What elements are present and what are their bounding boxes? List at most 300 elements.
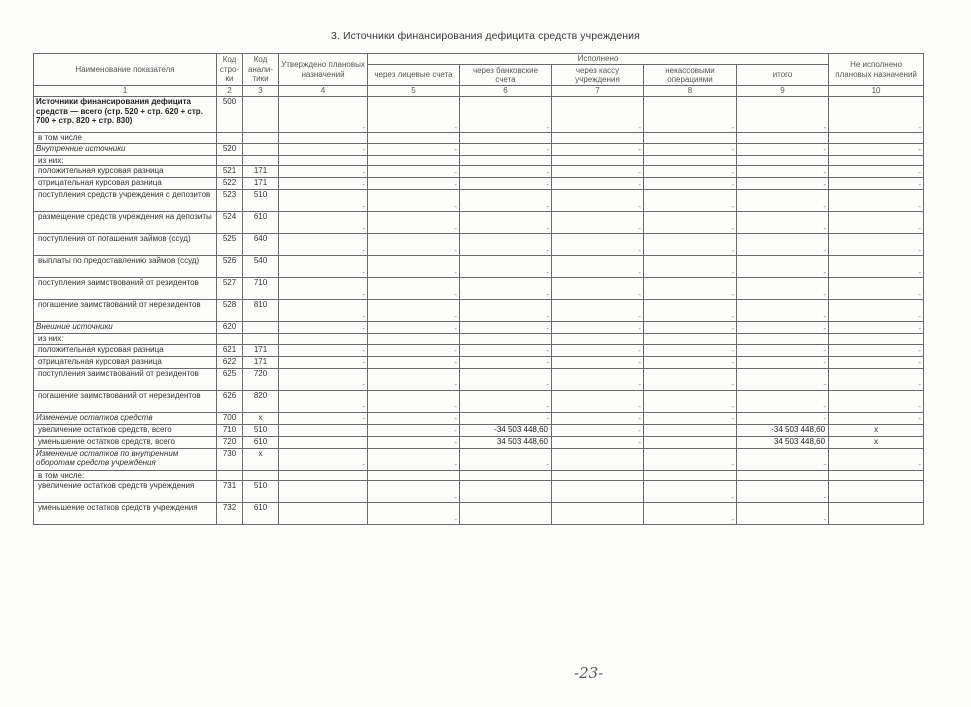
row-value: -	[279, 322, 368, 334]
row-code	[217, 470, 243, 481]
table-row	[34, 300, 924, 322]
row-analytics-code: 710	[243, 278, 279, 300]
row-value	[279, 133, 368, 144]
row-value: -	[737, 368, 829, 390]
row-value: 34 503 448,60	[737, 436, 829, 448]
row-value: -	[829, 166, 924, 178]
row-value: -	[737, 234, 829, 256]
row-value: -	[552, 97, 644, 133]
row-value: -	[460, 448, 552, 470]
table-row	[34, 155, 924, 166]
row-value: -	[460, 234, 552, 256]
row-value: -	[460, 344, 552, 356]
row-value: -	[737, 256, 829, 278]
row-value	[552, 470, 644, 481]
row-value: -	[644, 448, 737, 470]
row-value	[460, 155, 552, 166]
row-value: -	[279, 300, 368, 322]
column-number-row	[34, 86, 924, 97]
row-value: -	[644, 278, 737, 300]
row-value: -	[460, 368, 552, 390]
row-name: из них:	[34, 155, 217, 166]
row-value: -	[644, 234, 737, 256]
row-value: -	[368, 143, 460, 155]
row-code: 626	[217, 390, 243, 412]
row-value: -	[829, 278, 924, 300]
row-value: -	[829, 97, 924, 133]
table-row	[34, 503, 924, 525]
row-value: -	[279, 166, 368, 178]
header-total: итого	[737, 65, 829, 86]
row-value: -	[279, 278, 368, 300]
row-value: -	[460, 212, 552, 234]
row-code: 731	[217, 481, 243, 503]
row-value: -	[552, 143, 644, 155]
row-value: -	[368, 424, 460, 436]
row-value: -	[829, 390, 924, 412]
row-value: -	[279, 234, 368, 256]
header-name: Наименование показателя	[34, 54, 217, 86]
row-value	[279, 155, 368, 166]
row-value: -	[368, 212, 460, 234]
row-analytics-code: 510	[243, 190, 279, 212]
column-number: 10	[829, 86, 924, 97]
row-value	[829, 503, 924, 525]
row-value: -	[644, 481, 737, 503]
row-code: 528	[217, 300, 243, 322]
row-analytics-code: 171	[243, 356, 279, 368]
row-value	[829, 481, 924, 503]
table-row	[34, 344, 924, 356]
table-row	[34, 368, 924, 390]
row-value: -	[368, 390, 460, 412]
row-value: -	[737, 481, 829, 503]
row-value: -	[368, 256, 460, 278]
row-analytics-code	[243, 470, 279, 481]
row-analytics-code: 171	[243, 166, 279, 178]
row-value: -	[644, 390, 737, 412]
table-row	[34, 234, 924, 256]
row-code: 625	[217, 368, 243, 390]
row-name: погашение заимствований от нерезидентов	[34, 390, 217, 412]
table-row	[34, 334, 924, 345]
row-value: -	[368, 190, 460, 212]
row-name: поступления заимствований от резидентов	[34, 278, 217, 300]
financing-sources-table	[33, 53, 924, 525]
column-number: 5	[368, 86, 460, 97]
row-code: 521	[217, 166, 243, 178]
row-code: 524	[217, 212, 243, 234]
row-value: -	[368, 481, 460, 503]
row-value	[368, 155, 460, 166]
header-via-bank: через банковские счета	[460, 65, 552, 86]
row-value	[279, 481, 368, 503]
row-value: -	[644, 212, 737, 234]
row-value	[829, 334, 924, 345]
row-value: -	[829, 368, 924, 390]
row-value: -	[552, 356, 644, 368]
row-value	[552, 481, 644, 503]
row-name: увеличение остатков средств, всего	[34, 424, 217, 436]
row-value	[644, 155, 737, 166]
row-value: -	[737, 166, 829, 178]
row-value: -	[368, 448, 460, 470]
row-value: -	[737, 97, 829, 133]
row-value	[552, 155, 644, 166]
row-value: -	[737, 322, 829, 334]
row-value: -	[368, 178, 460, 190]
table-row	[34, 424, 924, 436]
table-row	[34, 97, 924, 133]
row-analytics-code: 720	[243, 368, 279, 390]
row-value: -	[552, 436, 644, 448]
row-value	[644, 133, 737, 144]
row-value: -	[552, 344, 644, 356]
row-value: -	[368, 356, 460, 368]
row-analytics-code: 610	[243, 503, 279, 525]
row-value: -	[644, 322, 737, 334]
table-row	[34, 356, 924, 368]
row-code	[217, 334, 243, 345]
row-value: -	[460, 356, 552, 368]
row-value: -	[829, 143, 924, 155]
column-number: 2	[217, 86, 243, 97]
header-not-executed: Не исполнено плановых назначений	[829, 54, 924, 86]
row-analytics-code	[243, 334, 279, 345]
row-value: -	[368, 436, 460, 448]
row-value: х	[829, 424, 924, 436]
row-value: -	[460, 166, 552, 178]
row-name: поступления от погашения займов (ссуд)	[34, 234, 217, 256]
row-value: -34 503 448,60	[460, 424, 552, 436]
header-approved: Утверждено плановых назначений	[279, 54, 368, 86]
table-row	[34, 481, 924, 503]
row-value: -	[368, 300, 460, 322]
row-value: -	[552, 390, 644, 412]
row-value	[737, 133, 829, 144]
row-analytics-code: 510	[243, 424, 279, 436]
row-code: 732	[217, 503, 243, 525]
column-number: 7	[552, 86, 644, 97]
row-value	[552, 448, 644, 470]
row-value: -	[460, 143, 552, 155]
row-value	[279, 503, 368, 525]
row-value: -	[552, 424, 644, 436]
table-row	[34, 322, 924, 334]
row-code	[217, 155, 243, 166]
row-value	[279, 334, 368, 345]
row-value: -	[552, 300, 644, 322]
row-value: -	[460, 256, 552, 278]
row-value: -	[552, 368, 644, 390]
row-value: -	[279, 344, 368, 356]
row-value: -	[279, 212, 368, 234]
row-code: 720	[217, 436, 243, 448]
row-value	[552, 133, 644, 144]
financing-sources-table-wrapper	[33, 53, 924, 525]
row-value: -	[279, 448, 368, 470]
row-value	[829, 470, 924, 481]
row-name: поступления заимствований от резидентов	[34, 368, 217, 390]
row-name: отрицательная курсовая разница	[34, 356, 217, 368]
header-code-line: Код стро-ки	[217, 54, 243, 86]
row-name: поступления средств учреждения с депозитов	[34, 190, 217, 212]
row-value: -	[368, 344, 460, 356]
row-analytics-code: 610	[243, 212, 279, 234]
row-value: -	[644, 300, 737, 322]
column-number: 4	[279, 86, 368, 97]
row-code: 525	[217, 234, 243, 256]
row-name: погашение заимствований от нерезидентов	[34, 300, 217, 322]
table-row	[34, 470, 924, 481]
table-row	[34, 436, 924, 448]
row-value: -	[460, 190, 552, 212]
row-value: -	[644, 356, 737, 368]
row-name: отрицательная курсовая разница	[34, 178, 217, 190]
column-number: 9	[737, 86, 829, 97]
column-number: 6	[460, 86, 552, 97]
row-value: -	[737, 178, 829, 190]
row-value: -	[829, 448, 924, 470]
row-value: -	[644, 503, 737, 525]
row-name: выплаты по предоставлению займов (ссуд)	[34, 256, 217, 278]
row-value: -	[552, 412, 644, 424]
row-analytics-code: 540	[243, 256, 279, 278]
row-value: -	[368, 166, 460, 178]
row-analytics-code: х	[243, 448, 279, 470]
row-value	[368, 334, 460, 345]
row-name: Изменение остатков средств	[34, 412, 217, 424]
row-code: 700	[217, 412, 243, 424]
row-analytics-code: 640	[243, 234, 279, 256]
row-code: 622	[217, 356, 243, 368]
row-name: уменьшение остатков средств, всего	[34, 436, 217, 448]
row-value: -	[552, 166, 644, 178]
column-number: 8	[644, 86, 737, 97]
row-value: -	[829, 256, 924, 278]
row-name: Внутренние источники	[34, 143, 217, 155]
row-analytics-code	[243, 143, 279, 155]
row-value: -	[279, 178, 368, 190]
row-value: -	[644, 190, 737, 212]
row-code: 523	[217, 190, 243, 212]
table-row	[34, 256, 924, 278]
row-value: -	[460, 390, 552, 412]
row-value: -	[737, 190, 829, 212]
row-analytics-code	[243, 322, 279, 334]
row-value: -	[829, 412, 924, 424]
row-value: -	[368, 234, 460, 256]
row-value: -	[737, 278, 829, 300]
table-row	[34, 178, 924, 190]
row-value	[368, 133, 460, 144]
row-value: -	[460, 278, 552, 300]
row-value	[460, 334, 552, 345]
row-value: -	[829, 344, 924, 356]
row-analytics-code	[243, 97, 279, 133]
row-name: Изменение остатков по внутренним оборотам средств учреждения	[34, 448, 217, 470]
row-name: в том числе:	[34, 470, 217, 481]
row-value	[279, 436, 368, 448]
row-value: -	[644, 178, 737, 190]
row-analytics-code: 171	[243, 344, 279, 356]
page-number: -23-	[574, 664, 604, 682]
row-name: уменьшение остатков средств учреждения	[34, 503, 217, 525]
row-code: 527	[217, 278, 243, 300]
row-analytics-code: 510	[243, 481, 279, 503]
row-value: -	[829, 212, 924, 234]
row-value: -	[279, 412, 368, 424]
row-value: -	[737, 356, 829, 368]
table-row	[34, 448, 924, 470]
row-value: -	[737, 344, 829, 356]
row-value: -	[279, 256, 368, 278]
column-number: 1	[34, 86, 217, 97]
row-value	[460, 470, 552, 481]
row-value: -	[460, 300, 552, 322]
row-name: положительная курсовая разница	[34, 166, 217, 178]
row-value: -	[829, 178, 924, 190]
row-value: -	[829, 234, 924, 256]
row-name: из них:	[34, 334, 217, 345]
row-analytics-code: 610	[243, 436, 279, 448]
row-value: -	[552, 278, 644, 300]
page-title: 3. Источники финансирования дефицита средств учреждения	[331, 30, 640, 42]
row-value: -	[460, 322, 552, 334]
row-name: увеличение остатков средств учреждения	[34, 481, 217, 503]
row-value: -	[279, 356, 368, 368]
row-value: -	[279, 143, 368, 155]
row-value: -	[279, 97, 368, 133]
row-name: в том числе	[34, 133, 217, 144]
row-value: -	[368, 97, 460, 133]
row-value: -	[829, 300, 924, 322]
row-analytics-code: 820	[243, 390, 279, 412]
row-value: -	[829, 356, 924, 368]
row-value: -	[737, 300, 829, 322]
table-row	[34, 212, 924, 234]
row-value	[552, 503, 644, 525]
row-analytics-code: 171	[243, 178, 279, 190]
table-row	[34, 412, 924, 424]
row-value: -	[279, 368, 368, 390]
row-value: -	[460, 412, 552, 424]
row-value	[737, 470, 829, 481]
row-analytics-code	[243, 155, 279, 166]
row-value: -	[644, 143, 737, 155]
row-value: -	[737, 412, 829, 424]
row-value	[737, 334, 829, 345]
row-value	[644, 424, 737, 436]
row-value	[552, 334, 644, 345]
row-value	[644, 436, 737, 448]
row-code: 526	[217, 256, 243, 278]
row-code	[217, 133, 243, 144]
row-name: Внешние источники	[34, 322, 217, 334]
row-value: -	[644, 97, 737, 133]
row-value: -	[460, 178, 552, 190]
row-value: -	[737, 448, 829, 470]
row-value: -	[368, 368, 460, 390]
row-value: -	[552, 256, 644, 278]
table-row	[34, 166, 924, 178]
header-via-cash: через кассу учреждения	[552, 65, 644, 86]
row-code: 621	[217, 344, 243, 356]
row-value: -	[737, 390, 829, 412]
row-value: х	[829, 436, 924, 448]
header-via-accounts: через лицевые счета	[368, 65, 460, 86]
row-value	[460, 481, 552, 503]
table-row	[34, 143, 924, 155]
row-value	[829, 133, 924, 144]
row-value: -	[368, 278, 460, 300]
row-value: -	[368, 412, 460, 424]
row-value: -	[279, 390, 368, 412]
row-value: -	[829, 322, 924, 334]
row-value: -	[368, 503, 460, 525]
row-value	[368, 470, 460, 481]
table-row	[34, 133, 924, 144]
row-value: -	[368, 322, 460, 334]
row-value	[644, 334, 737, 345]
row-value: -	[279, 190, 368, 212]
row-analytics-code: х	[243, 412, 279, 424]
row-value: -	[829, 190, 924, 212]
header-code-analytics: Код анали-тики	[243, 54, 279, 86]
row-value: -	[737, 212, 829, 234]
row-value: -	[644, 368, 737, 390]
row-value: -	[737, 503, 829, 525]
row-value: -	[552, 212, 644, 234]
row-value: -	[737, 143, 829, 155]
row-value	[460, 503, 552, 525]
row-value	[644, 470, 737, 481]
row-value: -	[460, 97, 552, 133]
row-code: 620	[217, 322, 243, 334]
table-row	[34, 278, 924, 300]
row-name: Источники финансирования дефицита средств — всего (стр. 520 + стр. 620 + стр. 700 + стр. 820 + стр. 830)	[34, 97, 217, 133]
row-value	[829, 155, 924, 166]
row-value: -	[552, 178, 644, 190]
row-value: -	[644, 166, 737, 178]
row-value	[279, 470, 368, 481]
row-analytics-code	[243, 133, 279, 144]
column-number: 3	[243, 86, 279, 97]
row-value	[737, 155, 829, 166]
row-value: -	[552, 190, 644, 212]
row-value: 34 503 448,60	[460, 436, 552, 448]
table-row	[34, 190, 924, 212]
header-executed: Исполнено	[368, 54, 829, 65]
row-value: -	[644, 344, 737, 356]
row-code: 520	[217, 143, 243, 155]
header-non-cash: некассовыми операциями	[644, 65, 737, 86]
row-value: -	[644, 412, 737, 424]
row-name: размещение средств учреждения на депозиты	[34, 212, 217, 234]
row-value: -34 503 448,60	[737, 424, 829, 436]
row-code: 522	[217, 178, 243, 190]
table-body	[34, 97, 924, 525]
row-analytics-code: 810	[243, 300, 279, 322]
table-row	[34, 390, 924, 412]
row-value	[279, 424, 368, 436]
row-code: 500	[217, 97, 243, 133]
row-value: -	[644, 256, 737, 278]
row-value: -	[552, 234, 644, 256]
row-code: 710	[217, 424, 243, 436]
row-code: 730	[217, 448, 243, 470]
row-value: -	[552, 322, 644, 334]
